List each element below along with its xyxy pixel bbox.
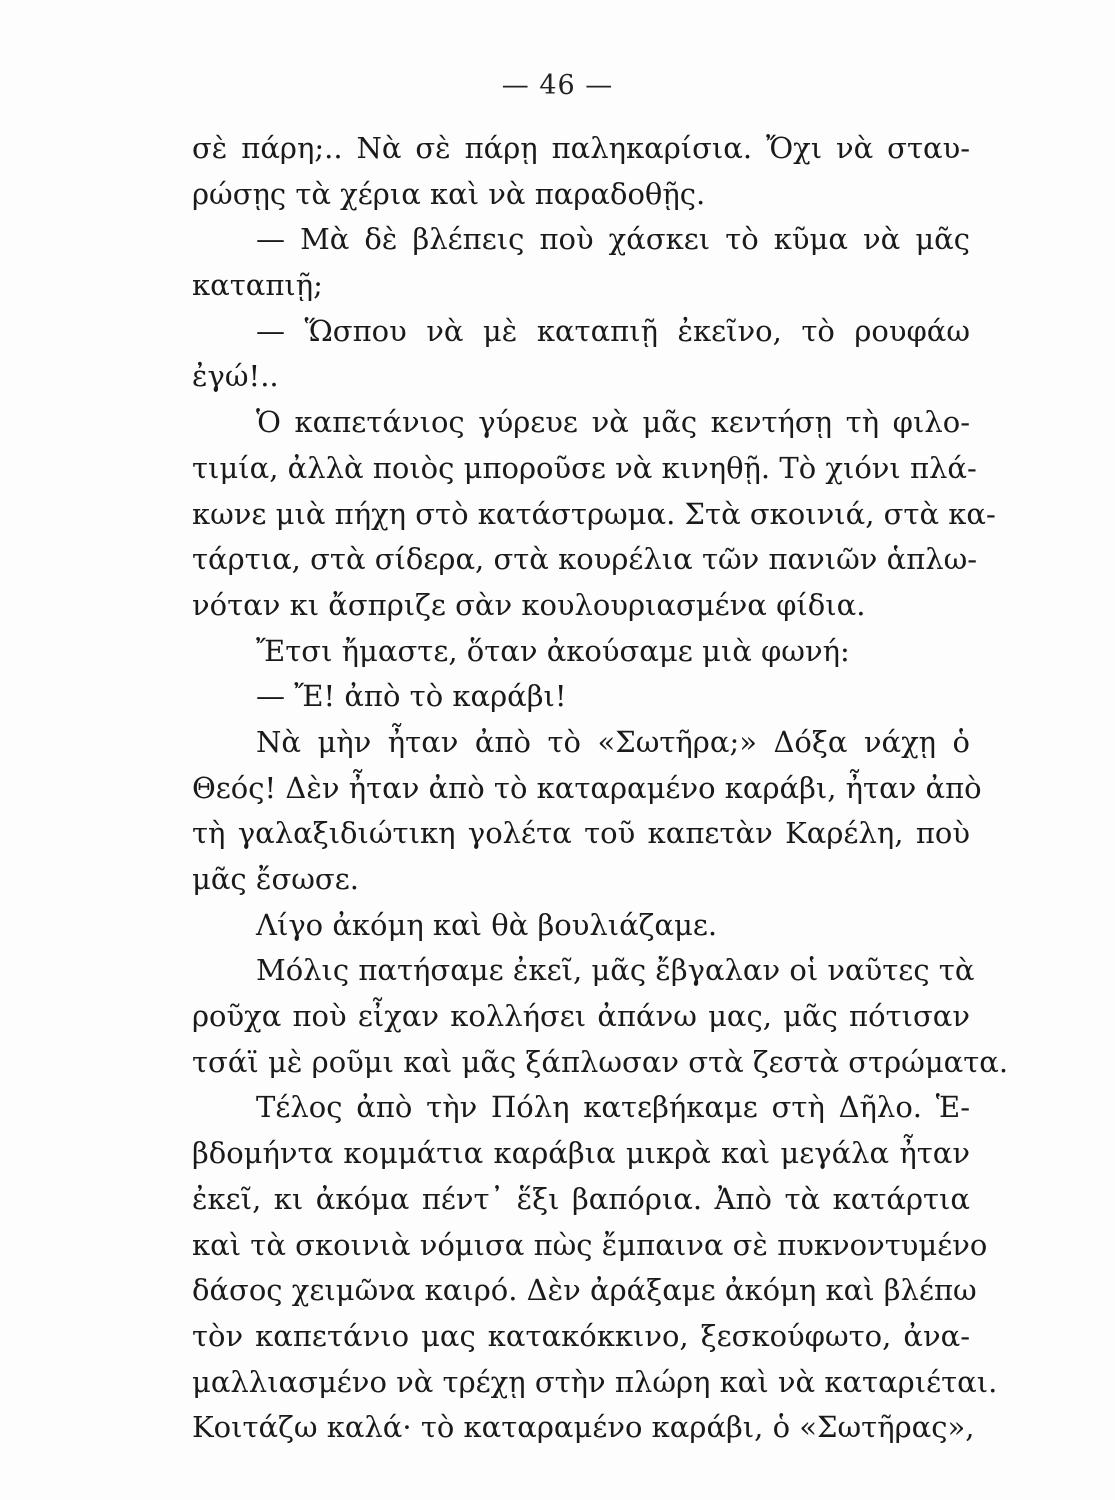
text-line: τὴ γαλαξιδιώτικη γολέτα τοῦ καπετὰν Καρέλη, ποὺ	[192, 816, 970, 851]
text-line: δάσος χειμῶνα καιρό. Δὲν ἀράξαμε ἀκόμη καὶ βλέπω	[192, 1273, 977, 1308]
text-line: σὲ πάρη;.. Νὰ σὲ πάρῃ παληκαρίσια. Ὄχι νὰ σταυ-	[192, 131, 970, 165]
text-line: τιμία, ἀλλὰ ποιὸς μποροῦσε νὰ κινηθῇ. Τὸ χιόνι πλά-	[192, 450, 977, 485]
body-text	[192, 126, 1009, 1451]
text-line: — Ἔ! ἀπὸ τὸ καράβι!	[256, 679, 567, 714]
text-line: — Ὥσπου νὰ μὲ καταπιῇ ἐκεῖνο, τὸ ρουφάω	[256, 313, 970, 348]
text-line: ροῦχα ποὺ εἶχαν κολλήσει ἀπάνω μας, μᾶς πότισαν	[192, 999, 970, 1034]
text-line: — Μὰ δὲ βλέπεις ποὺ χάσκει τὸ κῦμα νὰ μᾶς	[256, 222, 970, 257]
text-line: βδομήντα κομμάτια καράβια μικρὰ καὶ μεγάλα ἦταν	[192, 1136, 970, 1171]
text-line: τὸν καπετάνιο μας κατακόκκινο, ξεσκούφωτο, ἀνα-	[192, 1318, 970, 1353]
text-line: Μόλις πατήσαμε ἐκεῖ, μᾶς ἔβγαλαν οἱ ναῦτες τὰ	[256, 953, 975, 988]
text-line: Τέλος ἀπὸ τὴν Πόλη κατεβήκαμε στὴ Δῆλο. Ἑ-	[256, 1090, 970, 1125]
text-line: ἐκεῖ, κι ἀκόμα πέντ᾽ ἕξι βαπόρια. Ἀπὸ τὰ κατάρτια	[192, 1181, 970, 1216]
text-line: τσάϊ μὲ ροῦμι καὶ μᾶς ξάπλωσαν στὰ ζεστὰ στρώματα.	[192, 1044, 1009, 1079]
text-line: Ὁ καπετάνιος γύρευε νὰ μᾶς κεντήσῃ τὴ φιλο-	[256, 405, 970, 440]
text-line: ἐγώ!..	[192, 359, 279, 394]
text-line: Λίγο ἀκόμη καὶ θὰ βουλιάζαμε.	[256, 907, 718, 942]
text-line: κωνε μιὰ πήχη στὸ κατάστρωμα. Στὰ σκοινιά, στὰ κα-	[192, 496, 996, 531]
text-line: καταπιῇ;	[192, 268, 323, 303]
text-line: Νὰ μὴν ἦταν ἀπὸ τὸ «Σωτῆρα;» Δόξα νάχῃ ὁ	[256, 724, 970, 759]
text-line: Θεός! Δὲν ἦταν ἀπὸ τὸ καταραμένο καράβι, ἦταν ἀπὸ	[192, 770, 982, 805]
text-line: νόταν κι ἄσπριζε σὰν κουλουριασμένα φίδια.	[192, 587, 866, 622]
text-line: μαλλιασμένο νὰ τρέχῃ στὴν πλώρη καὶ νὰ καταριέται.	[192, 1364, 998, 1399]
text-line: Κοιτάζω καλά· τὸ καταραμένο καράβι, ὁ «Σωτῆρας»,	[192, 1410, 975, 1445]
text-line: Ἔτσι ἤμαστε, ὅταν ἀκούσαμε μιὰ φωνή:	[256, 633, 850, 668]
text-line: μᾶς ἔσωσε.	[192, 862, 359, 896]
text-line: ρώσῃς τὰ χέρια καὶ νὰ παραδοθῇς.	[192, 176, 706, 211]
text-line: καὶ τὰ σκοινιὰ νόμισα πὼς ἔμπαινα σὲ πυκνοντυμένο	[192, 1227, 988, 1262]
page-number: — 46 —	[501, 70, 614, 101]
text-line: τάρτια, στὰ σίδερα, στὰ κουρέλια τῶν πανιῶν ἁπλω-	[192, 542, 978, 577]
